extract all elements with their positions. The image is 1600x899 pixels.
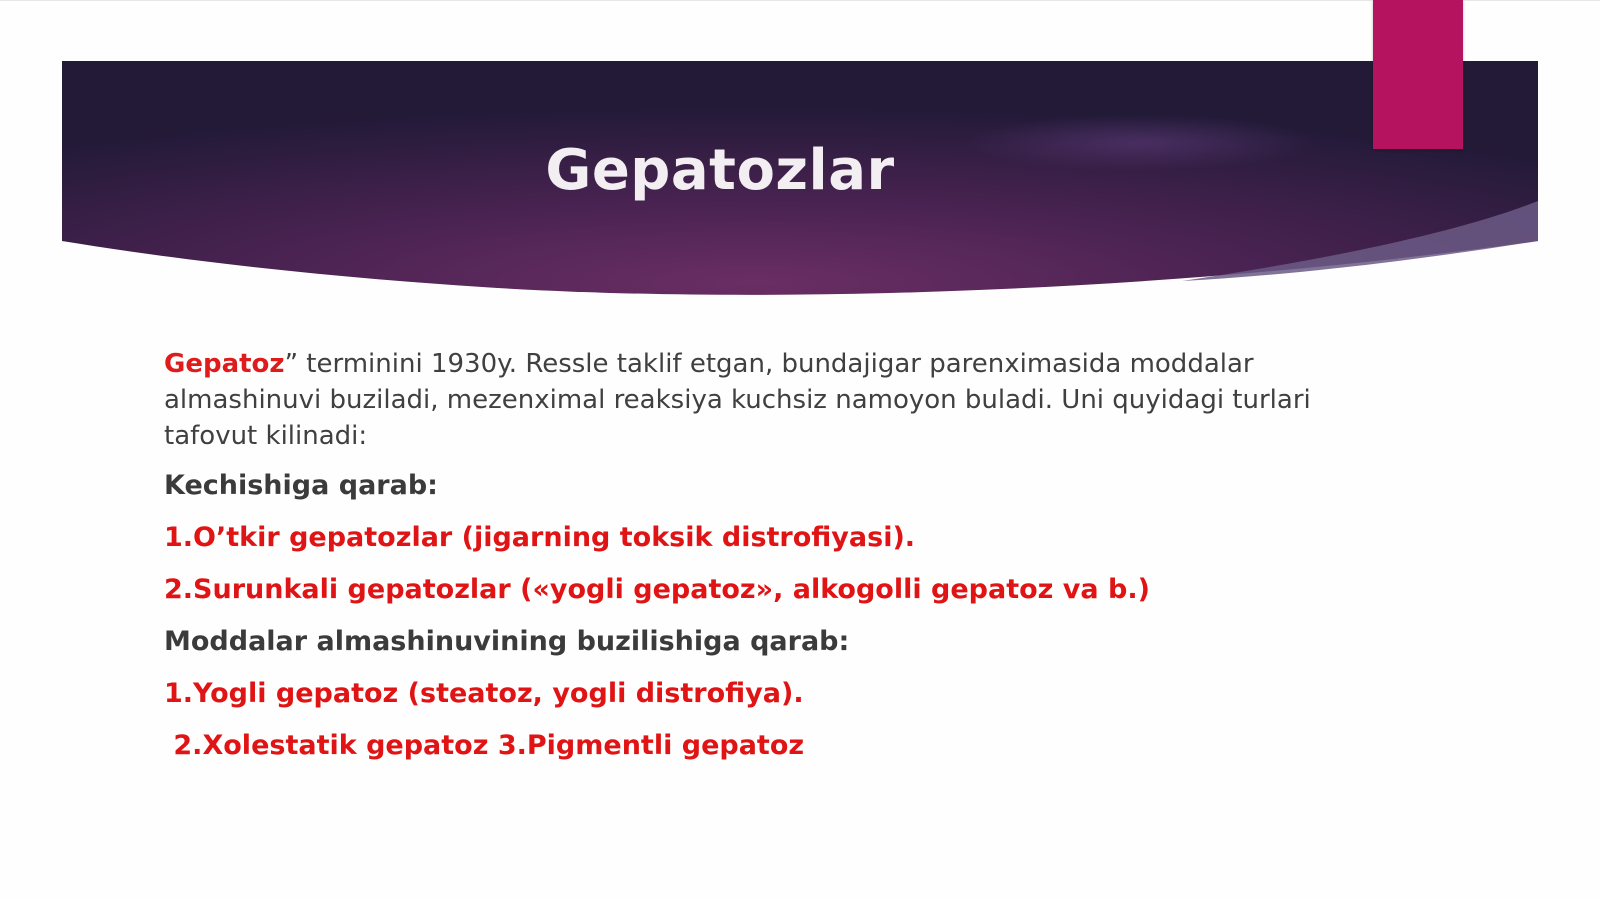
- list-item-chronic: 2.Surunkali gepatozlar («yogli gepatoz», alkogolli gepatoz va b.): [164, 574, 1150, 605]
- slide-title: Gepatozlar: [545, 138, 895, 203]
- intro-term: Gepatoz: [164, 349, 285, 379]
- slide-content: [164, 346, 1324, 780]
- intro-text: ” terminini 1930y. Ressle taklif etgan, bundajigar parenximasida moddalar almashinuvi buziladi, mezenximal reaksiya kuchsiz namoyon buladi. Uni quyidagi turlari tafovut kilinadi:: [164, 349, 1311, 451]
- heading-metabolism: Moddalar almashinuvining buzilishiga qarab:: [164, 626, 850, 657]
- intro-paragraph: [164, 346, 1324, 454]
- list-item-fatty: 1.Yogli gepatoz (steatoz, yogli distrofiya).: [164, 678, 804, 709]
- top-divider: [0, 0, 1600, 1]
- list-item-acute: 1.O’tkir gepatozlar (jigarning toksik distrofiyasi).: [164, 522, 916, 553]
- list-item-cholestatic-pigment: 2.Xolestatik gepatoz 3.Pigmentli gepatoz: [164, 730, 805, 761]
- heading-course: Kechishiga qarab:: [164, 470, 438, 501]
- accent-tab: [1373, 0, 1463, 149]
